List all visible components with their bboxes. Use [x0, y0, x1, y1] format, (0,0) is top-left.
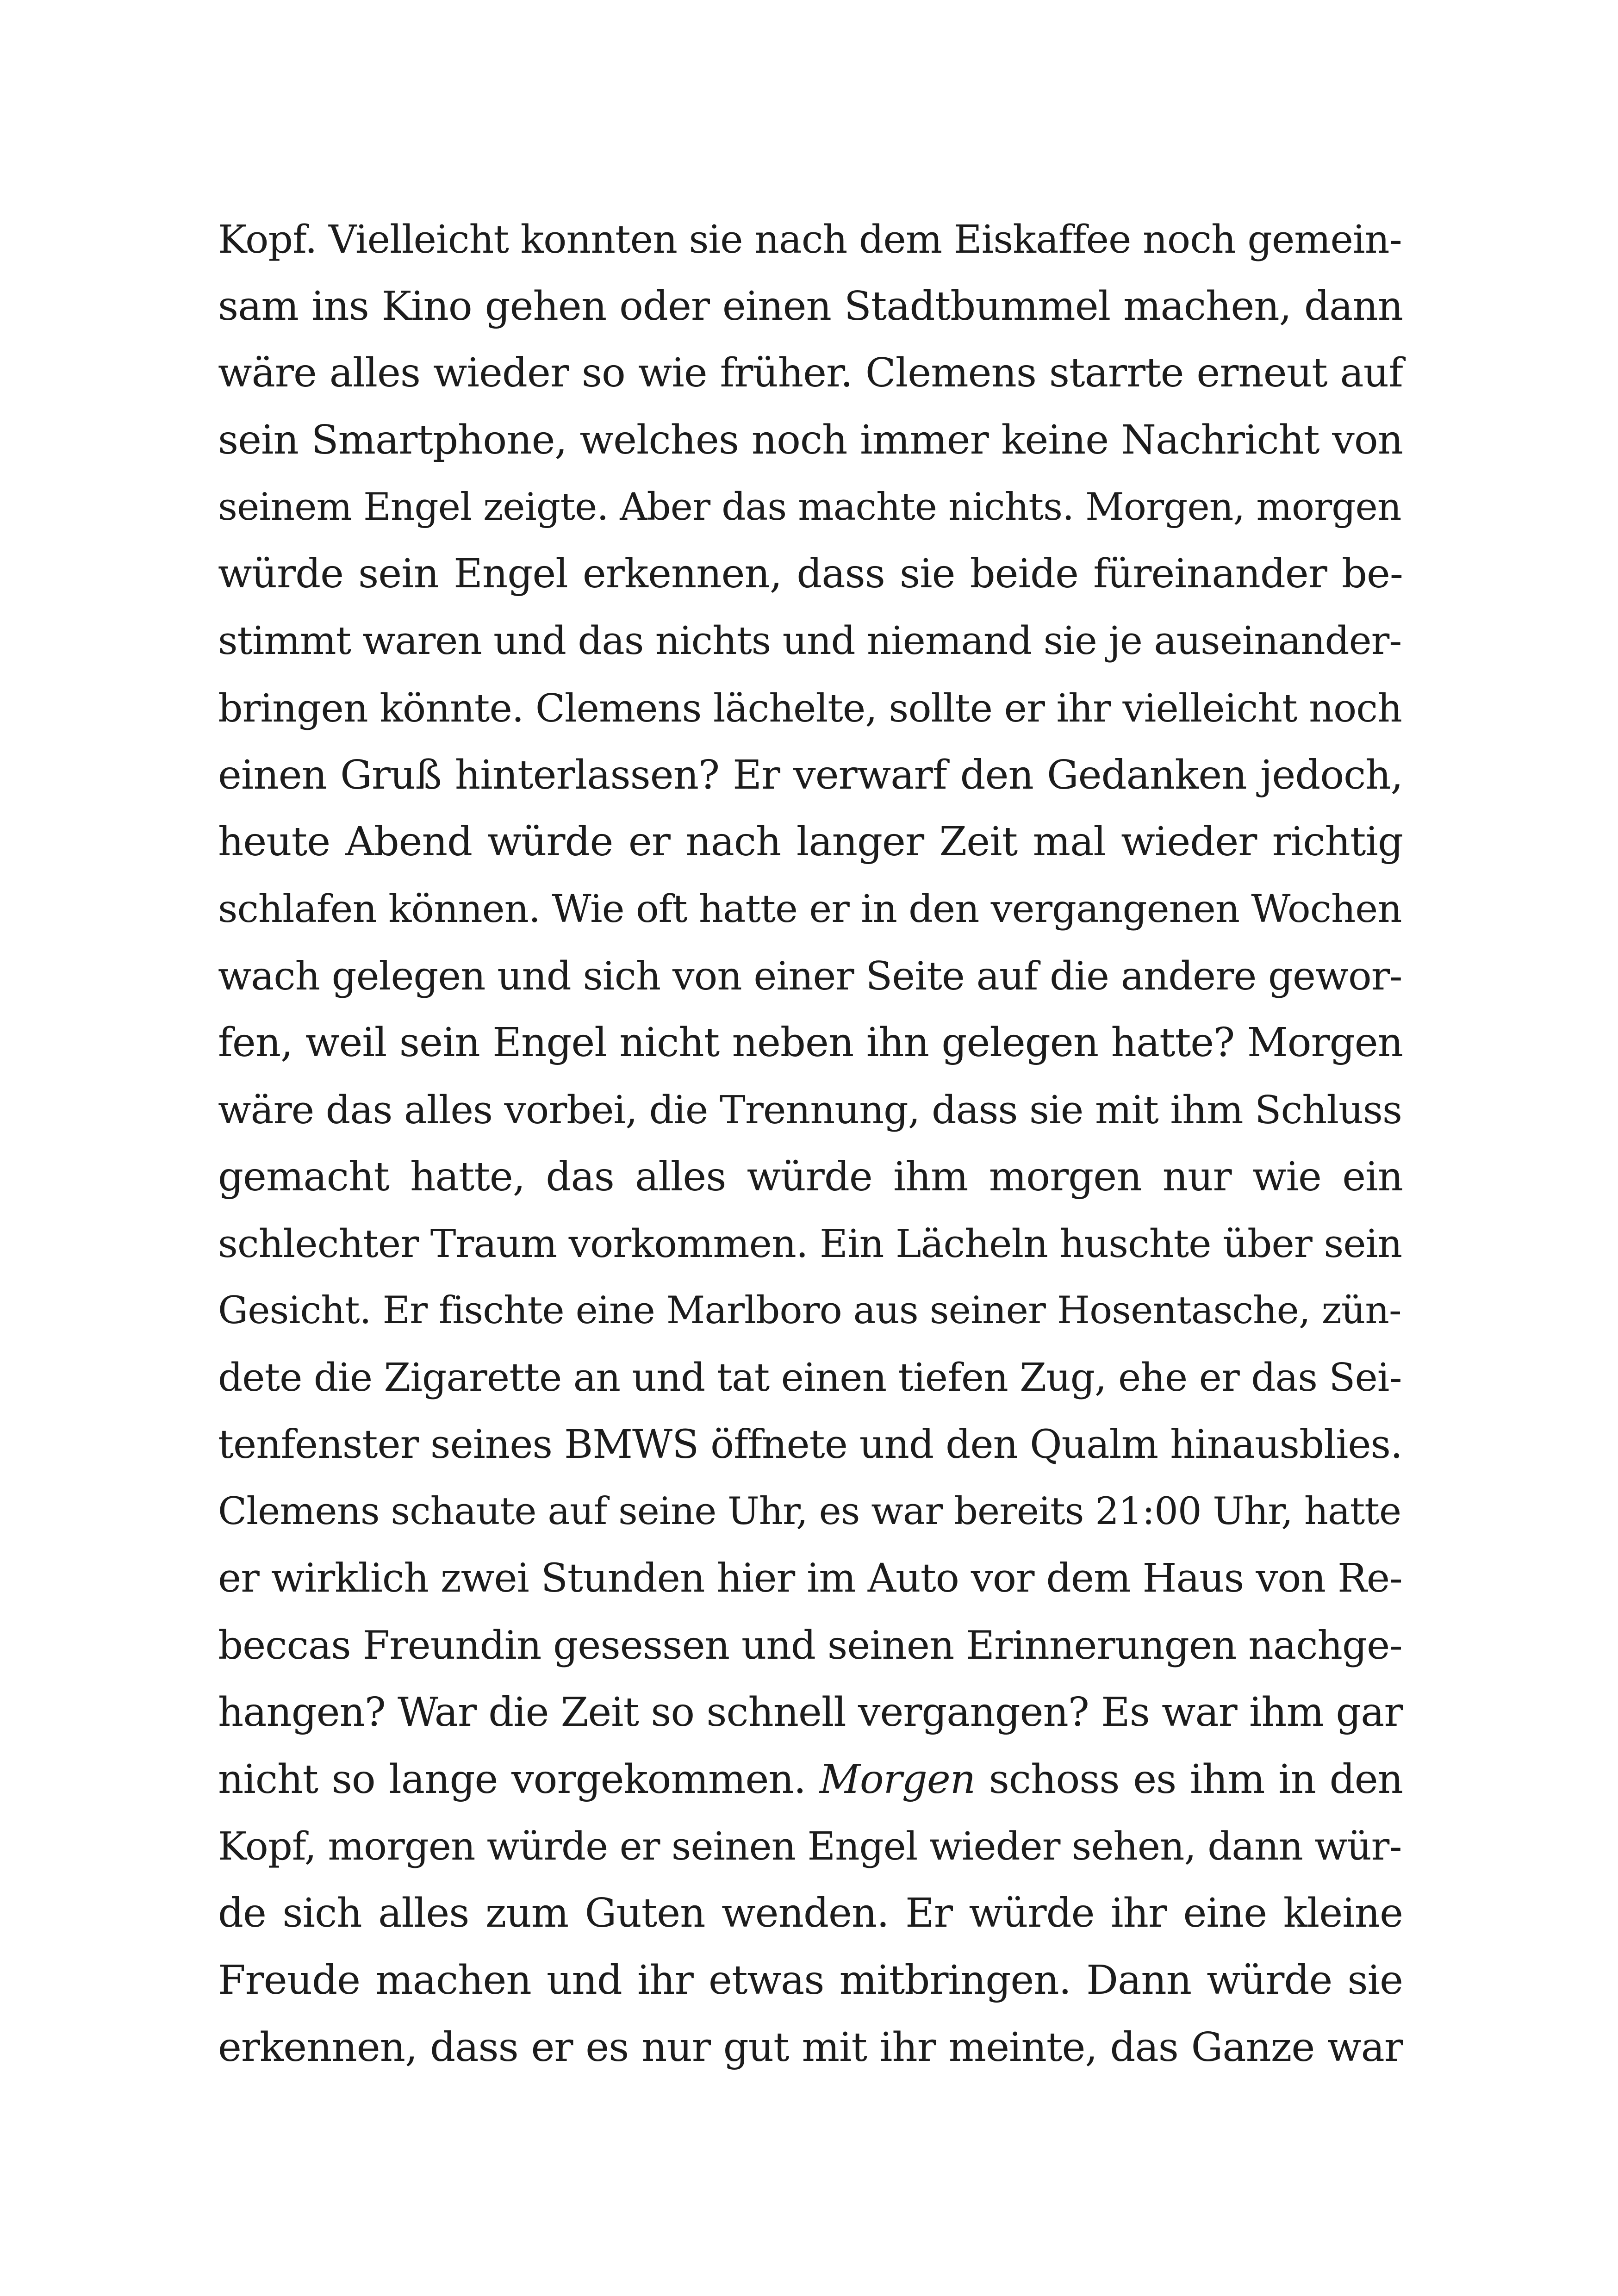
text-line: würde sein Engel erkennen, dass sie beide füreinander be-	[218, 551, 1403, 597]
text-segment: schoss es ihm in den	[975, 1756, 1403, 1803]
text-line: wäre alles wieder so wie früher. Clemens starrte erneut auf	[218, 350, 1403, 397]
text-line: er wirklich zwei Stunden hier im Auto vor dem Haus von Re-	[218, 1555, 1402, 1601]
text-line: Clemens schaute auf seine Uhr, es war bereits 21:00 Uhr, hatte	[218, 1490, 1401, 1534]
text-line: wach gelegen und sich von einer Seite auf die andere gewor-	[218, 953, 1402, 999]
text-line: gemacht hatte, das alles würde ihm morgen nur wie ein	[218, 1153, 1403, 1200]
text-line: schlafen können. Wie oft hatte er in den vergangenen Wochen	[218, 886, 1402, 931]
body-text	[218, 206, 1403, 2081]
text-segment: nicht so lange vorgekommen.	[218, 1756, 820, 1803]
text-line: sein Smartphone, welches noch immer keine Nachricht von	[218, 417, 1403, 464]
text-line: sam ins Kino gehen oder einen Stadtbummel machen, dann	[218, 283, 1403, 330]
text-line: tenfenster seines BMWS öffnete und den Qualm hinausblies.	[218, 1421, 1402, 1468]
text-line: dete die Zigarette an und tat einen tiefen Zug, ehe er das Sei-	[218, 1355, 1402, 1400]
text-line: beccas Freundin gesessen und seinen Erinnerungen nachge-	[218, 1623, 1402, 1668]
text-line: Kopf. Vielleicht konnten sie nach dem Eiskaffee noch gemein-	[218, 217, 1402, 262]
emphasized-word: Morgen	[819, 1756, 976, 1803]
text-line: Freude machen und ihr etwas mitbringen. Dann würde sie	[218, 1957, 1403, 2004]
text-line: seinem Engel zeigte. Aber das machte nichts. Morgen, morgen	[218, 485, 1401, 529]
text-line: heute Abend würde er nach langer Zeit mal wieder richtig	[218, 819, 1403, 865]
text-line: stimmt waren und das nichts und niemand sie je auseinander-	[218, 618, 1402, 664]
text-line: schlechter Traum vorkommen. Ein Lächeln huschte über sein	[218, 1221, 1402, 1267]
text-line: hangen? War die Zeit so schnell vergangen? Es war ihm gar	[218, 1689, 1403, 1736]
text-line: einen Gruß hinterlassen? Er verwarf den Gedanken jedoch,	[218, 752, 1403, 798]
text-line: wäre das alles vorbei, die Trennung, dass sie mit ihm Schluss	[218, 1087, 1402, 1132]
text-line-with-emphasis	[218, 1746, 1403, 1813]
text-line: Kopf, morgen würde er seinen Engel wieder sehen, dann wür-	[218, 1823, 1402, 1869]
text-line: erkennen, dass er es nur gut mit ihr meinte, das Ganze war	[218, 2024, 1403, 2071]
text-line: de sich alles zum Guten wenden. Er würde ihr eine kleine	[218, 1890, 1403, 1937]
text-line: fen, weil sein Engel nicht neben ihn gelegen hatte? Morgen	[218, 1020, 1403, 1066]
text-line: Gesicht. Er fischte eine Marlboro aus seiner Hosentasche, zün-	[218, 1288, 1401, 1332]
text-line: bringen könnte. Clemens lächelte, sollte er ihr vielleicht noch	[218, 685, 1402, 731]
